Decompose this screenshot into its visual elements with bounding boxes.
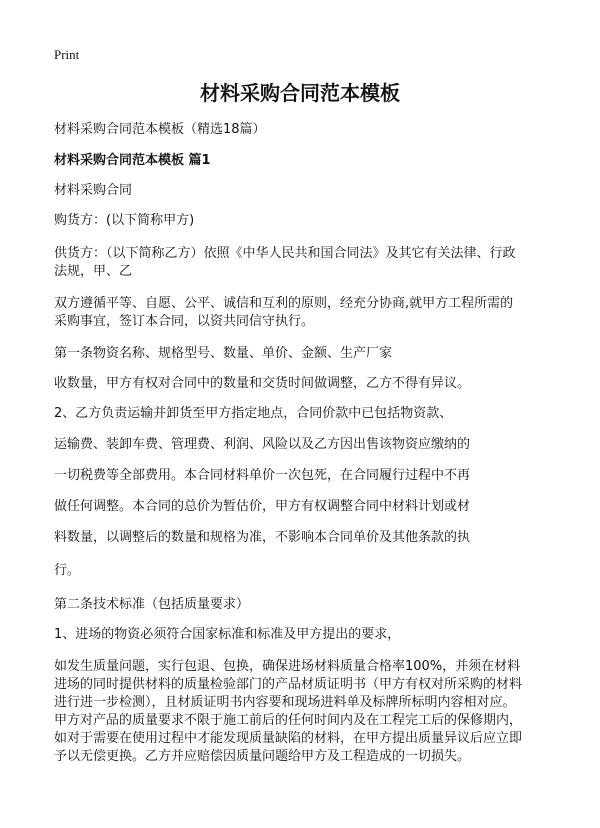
paragraph-line: 如发生质量问题，实行包退、包换，确保进场材料质量合格率100%，并须在材料 — [54, 659, 521, 674]
paragraph-line: 料数量，以调整后的数量和规格为准，不影响本合同单价及其他条款的执 — [54, 530, 471, 545]
paragraph-line: 收数量，甲方有权对合同中的数量和交货时间做调整，乙方不得有异议。 — [54, 376, 471, 391]
paragraph-line: 双方遵循平等、自愿、公平、诚信和互利的原则，经充分协商,就甲方工程所需的 — [54, 296, 514, 311]
paragraph-line: 进场的同时提供材料的质量检验部门的产品材质证明书（甲方有权对所采购的材料 — [54, 677, 523, 692]
section-heading: 材料采购合同范本模板 篇1 — [54, 153, 211, 168]
paragraph-line: 行。 — [54, 563, 81, 578]
paragraph-line: 予以无偿更换。乙方并应赔偿因质量问题给甲方及工程造成的一切损失。 — [54, 749, 471, 764]
print-label: Print — [54, 47, 80, 62]
paragraph-line: 第二条技术标准（包括质量要求） — [54, 597, 250, 612]
paragraph-line: 材料采购合同 — [54, 183, 133, 198]
paragraph-line: 购货方：(以下简称甲方) — [54, 213, 195, 228]
paragraph-line: 甲方对产品的质量要求不限于施工前后的任何时间内及在工程完工后的保修期内， — [54, 713, 523, 728]
paragraph-line: 做任何调整。本合同的总价为暂估价，甲方有权调整合同中材料计划或材 — [54, 499, 471, 514]
page-title: 材料采购合同范本模板 — [200, 81, 400, 105]
paragraph-line: 第一条物资名称、规格型号、数量、单价、金额、生产厂家 — [54, 346, 393, 361]
paragraph-line: 一切税费等全部费用。本合同材料单价一次包死，在合同履行过程中不再 — [54, 468, 471, 483]
paragraph-line: 1、进场的物资必须符合国家标准和标准及甲方提出的要求， — [54, 627, 401, 642]
paragraph-line: 法规，甲、乙 — [54, 264, 133, 279]
paragraph-line: 进行进一步检测），且材质证明书内容要和现场进料单及标牌所标明内容相对应。 — [54, 695, 516, 710]
paragraph-line: 2、乙方负责运输并卸货至甲方指定地点，合同价款中已包括物资款、 — [54, 406, 453, 421]
paragraph-line: 供货方：（以下简称乙方）依照《中华人民共和国合同法》及其它有关法律、行政 — [54, 246, 516, 261]
paragraph-line: 采购事宜，签订本合同，以资共同信守执行。 — [54, 314, 315, 329]
paragraph-line: 运输费、装卸车费、管理费、利润、风险以及乙方因出售该物资应缴纳的 — [54, 437, 471, 452]
document-subtitle: 材料采购合同范本模板（精选18篇） — [54, 122, 266, 137]
paragraph-line: 如对于需要在使用过程中才能发现质量缺陷的材料，在甲方提出质量异议后应立即 — [54, 731, 523, 746]
